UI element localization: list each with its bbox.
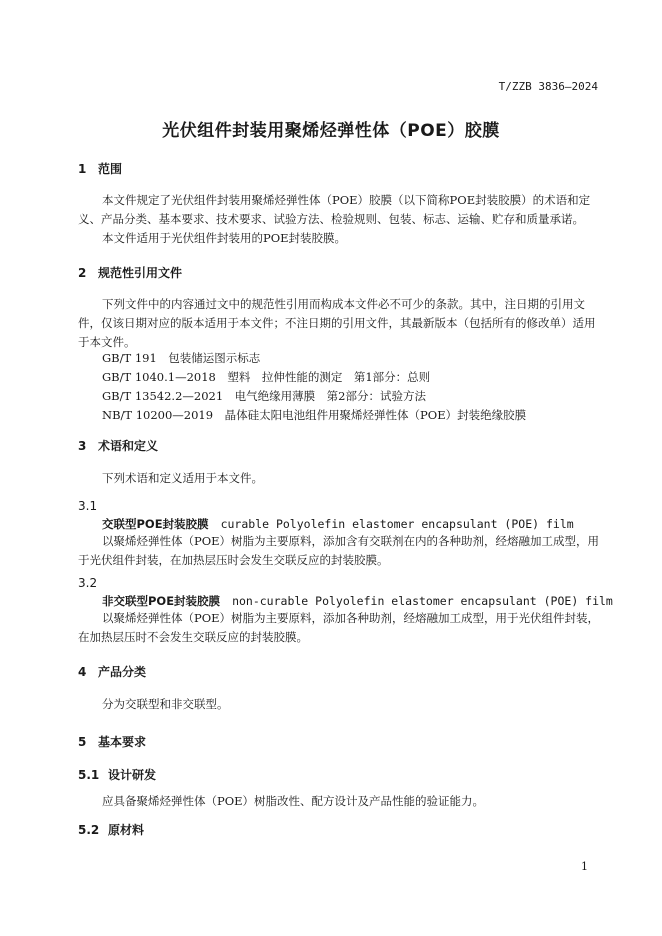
section-title: 术语和定义 — [98, 439, 159, 453]
subsection-heading-5-2 — [78, 821, 144, 838]
section-title: 范围 — [98, 162, 123, 176]
subsection-heading-5-1 — [78, 766, 156, 783]
section-number: 4 — [78, 665, 87, 679]
term-chinese: 交联型POE封装胶膜 — [102, 517, 209, 531]
term-english: curable Polyolefin elastomer encapsulant (POE) film — [220, 517, 574, 531]
reference-item: NB/T 10200—2019 晶体硅太阳电池组件用聚烯烃弹性体（POE）封装绝缘胶膜 — [102, 408, 527, 422]
standard-number: T/ZZB 3836—2024 — [498, 80, 598, 93]
term-definition-3-2: 以聚烯烃弹性体（POE）树脂为主要原料，添加各种助剂，经熔融加工成型，用于光伏组件封装，在加热层压时不会发生交联反应的封装胶膜。 — [78, 611, 600, 644]
section-heading-4 — [78, 663, 146, 680]
terms-intro: 下列术语和定义适用于本文件。 — [102, 471, 263, 485]
classification-paragraph: 分为交联型和非交联型。 — [102, 697, 229, 711]
document-title: 光伏组件封装用聚烯烃弹性体（POE）胶膜 — [162, 121, 500, 141]
subsection-title: 设计研发 — [108, 768, 157, 782]
references-intro: 下列文件中的内容通过文中的规范性引用而构成本文件必不可少的条款。其中，注日期的引用文件，仅该日期对应的版本适用于本文件；不注日期的引用文件，其最新版本（包括所有的修改单）适用于本文件。 — [78, 297, 596, 349]
section-number: 1 — [78, 162, 87, 176]
section-title: 基本要求 — [98, 735, 147, 749]
term-heading-3-2 — [102, 593, 613, 609]
section-heading-1 — [78, 160, 122, 177]
scope-paragraph-2: 本文件适用于光伏组件封装用的POE封装胶膜。 — [102, 231, 347, 245]
section-title: 产品分类 — [98, 665, 147, 679]
term-definition-3-1: 以聚烯烃弹性体（POE）树脂为主要原料，添加含有交联剂在内的各种助剂，经熔融加工成型，用于光伏组件封装，在加热层压时会发生交联反应的封装胶膜。 — [78, 534, 600, 567]
reference-item: GB/T 1040.1—2018 塑料 拉伸性能的测定 第1部分：总则 — [102, 370, 431, 384]
subsection-number: 5.1 — [78, 768, 100, 782]
subsection-title: 原材料 — [108, 823, 145, 837]
design-paragraph: 应具备聚烯烃弹性体（POE）树脂改性、配方设计及产品性能的验证能力。 — [102, 794, 485, 808]
section-heading-5 — [78, 733, 146, 750]
section-heading-2 — [78, 264, 182, 281]
term-english: non-curable Polyolefin elastomer encapsulant (POE) film — [232, 594, 613, 608]
term-heading-3-1 — [102, 516, 574, 532]
section-number: 2 — [78, 266, 87, 280]
term-chinese: 非交联型POE封装胶膜 — [102, 594, 221, 608]
section-title: 规范性引用文件 — [98, 266, 183, 280]
term-number-3-2: 3.2 — [78, 576, 98, 590]
section-number: 3 — [78, 439, 87, 453]
reference-item: GB/T 13542.2—2021 电气绝缘用薄膜 第2部分：试验方法 — [102, 389, 426, 403]
page-number: 1 — [581, 860, 588, 873]
section-heading-3 — [78, 437, 158, 454]
scope-paragraph-1: 本文件规定了光伏组件封装用聚烯烃弹性体（POE）胶膜（以下简称POE封装胶膜）的术语和定义、产品分类、基本要求、技术要求、试验方法、检验规则、包装、标志、运输、贮存和质量承诺。 — [78, 193, 591, 226]
subsection-number: 5.2 — [78, 823, 100, 837]
reference-item: GB/T 191 包装储运图示标志 — [102, 351, 261, 365]
section-number: 5 — [78, 735, 87, 749]
term-number-3-1: 3.1 — [78, 499, 98, 513]
